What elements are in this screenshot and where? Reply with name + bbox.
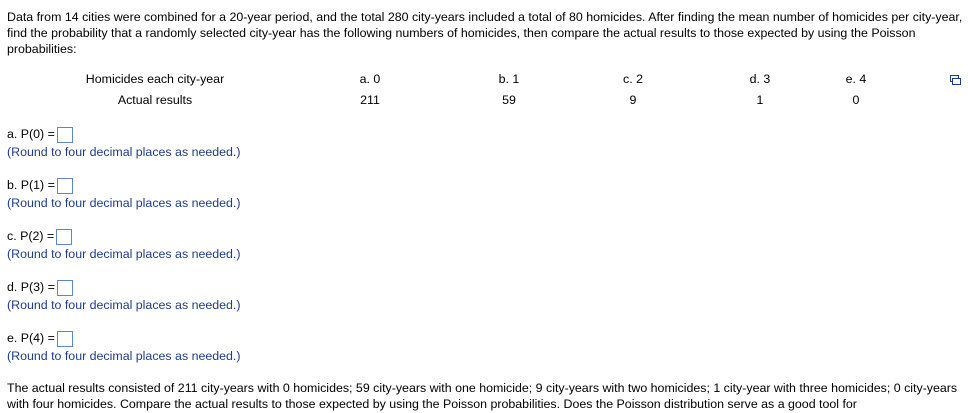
question-b xyxy=(7,176,241,212)
answer-box-c[interactable] xyxy=(56,229,72,245)
answer-box-d[interactable] xyxy=(57,280,73,296)
hint-b: (Round to four decimal places as needed.) xyxy=(7,196,241,210)
answer-box-e[interactable] xyxy=(57,331,73,347)
prompt-e: e. P(4) = xyxy=(7,331,55,345)
column-d-value: 1 xyxy=(756,93,764,107)
prompt-c: c. P(2) = xyxy=(7,229,55,243)
copy-icon[interactable] xyxy=(950,75,961,86)
row-label: Actual results xyxy=(117,93,193,107)
answer-box-b[interactable] xyxy=(57,178,73,194)
question-intro: Data from 14 cities were combined for a 20-year period, and the total 280 city-years included a total of 80 homicides. After finding the mean number of homicides per city-year, find the probability that a randomly selected city-year has the following numbers of homicides, then compare the actual results to those expected by using the Poisson probabilities: xyxy=(7,10,963,56)
column-c-header: c. 2 xyxy=(623,72,643,86)
column-a-value: 211 xyxy=(360,93,380,107)
hint-c: (Round to four decimal places as needed.) xyxy=(7,247,241,261)
prompt-d: d. P(3) = xyxy=(7,280,55,294)
column-b-header: b. 1 xyxy=(498,72,520,86)
question-e xyxy=(7,329,241,365)
column-b-value: 59 xyxy=(502,93,516,107)
column-e-value: 0 xyxy=(852,93,860,107)
column-d-header: d. 3 xyxy=(749,72,771,86)
hint-a: (Round to four decimal places as needed.) xyxy=(7,145,241,159)
question-c xyxy=(7,227,241,263)
prompt-a: a. P(0) = xyxy=(7,127,55,141)
hint-e: (Round to four decimal places as needed.) xyxy=(7,349,241,363)
column-e-header: e. 4 xyxy=(845,72,867,86)
table-values-row xyxy=(0,93,968,113)
table-header-row xyxy=(0,72,968,92)
hint-d: (Round to four decimal places as needed.) xyxy=(7,298,241,312)
final-question-text: The actual results consisted of 211 city-years with 0 homicides; 59 city-years with one homicide; 9 city-years with two homicides; 1 city-year with three homicides; 0 city-years with four homicides. Compare the actual results to those expected by using the Poisson probabilities. Does the Poisson distribution serve as a good tool for xyxy=(7,381,958,411)
question-d xyxy=(7,278,241,314)
column-a-header: a. 0 xyxy=(359,72,381,86)
prompt-b: b. P(1) = xyxy=(7,178,55,192)
answer-box-a[interactable] xyxy=(57,127,73,143)
header-label: Homicides each city-year xyxy=(85,72,225,86)
question-a xyxy=(7,125,241,161)
column-c-value: 9 xyxy=(629,93,637,107)
